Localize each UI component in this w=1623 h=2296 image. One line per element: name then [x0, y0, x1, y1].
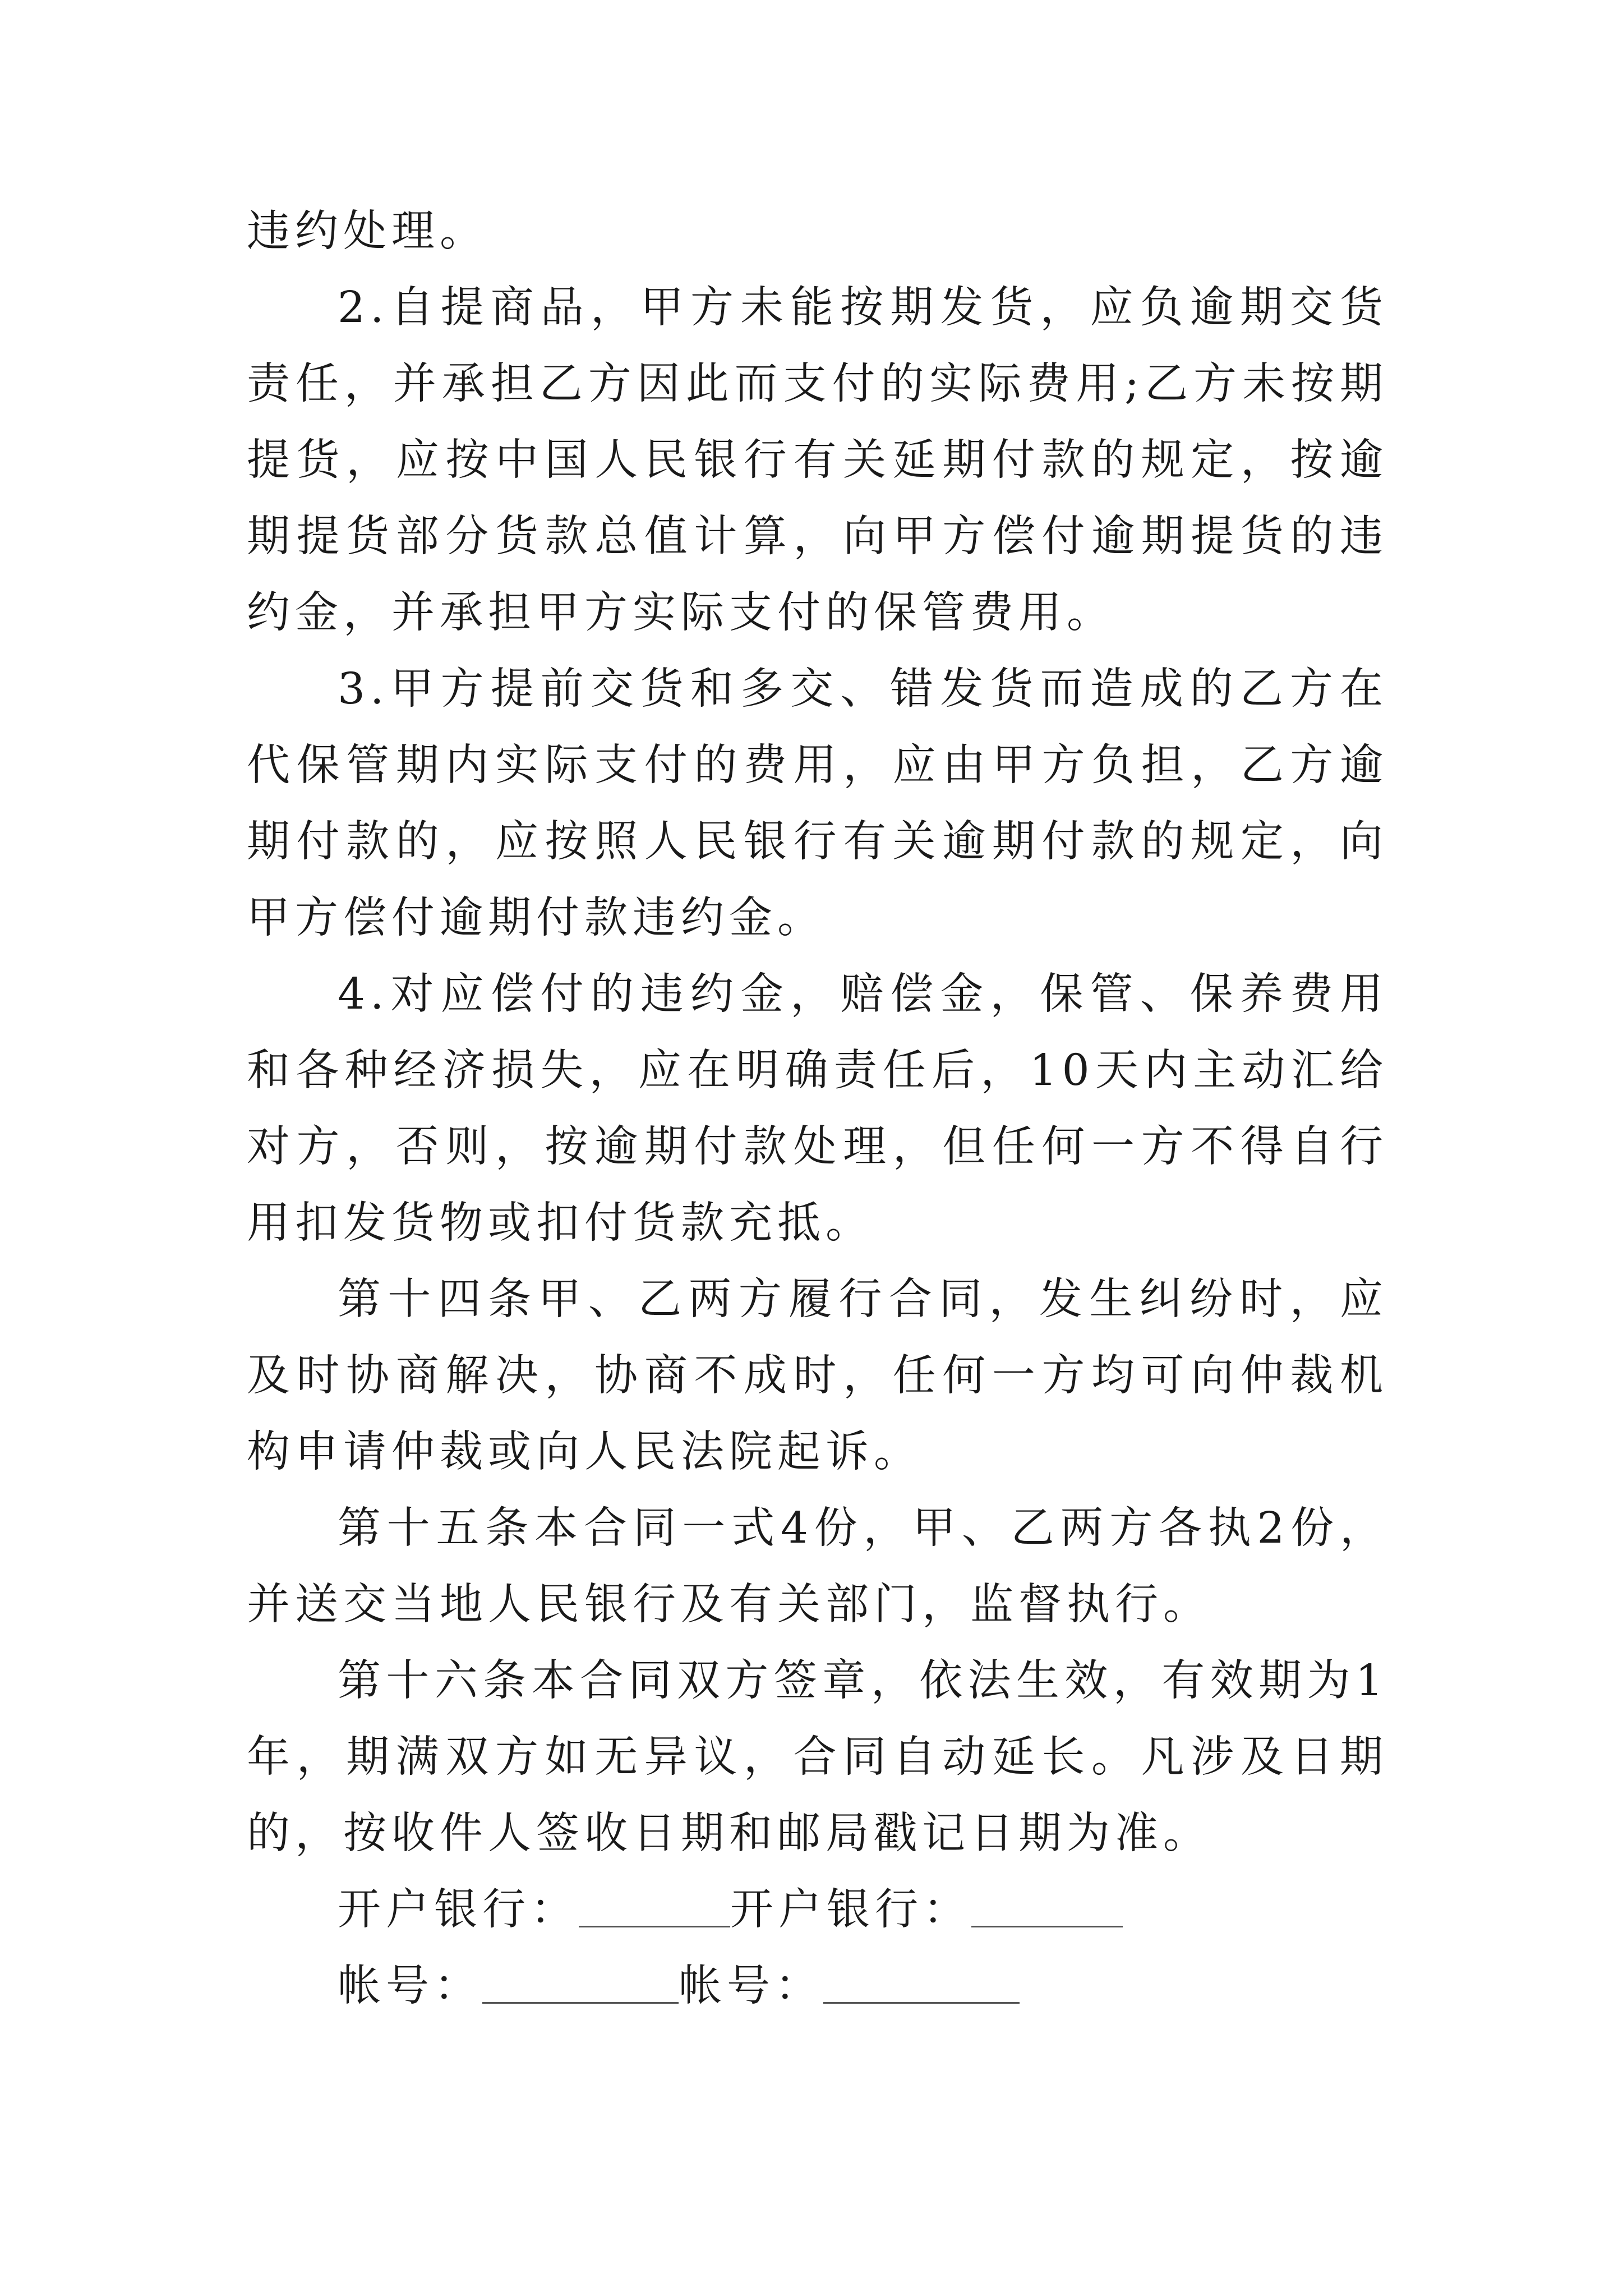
bank-blank-party-a[interactable] — [579, 1872, 730, 1927]
paragraph-continuation: 违约处理。 — [247, 206, 488, 256]
account-blank-party-b[interactable] — [823, 1948, 1020, 2004]
bank-label-party-a: 开户银行： — [338, 1885, 579, 1935]
account-label-party-a: 帐号： — [338, 1961, 482, 2011]
paragraph-article-16: 第十六条本合同双方签章，依法生效，有效期为1年，期满双方如无异议，合同自动延长。凡涉及日期的，按收件人签收日期和邮局戳记日期为准。 — [247, 1656, 1388, 1858]
account-label-party-b: 帐号： — [679, 1961, 823, 2011]
paragraph-article-15: 第十五条本合同一式4份，甲、乙两方各执2份，并送交当地人民银行及有关部门，监督执行。 — [247, 1503, 1388, 1630]
paragraph-article-14: 第十四条甲、乙两方履行合同，发生纠纷时，应及时协商解决，协商不成时，任何一方均可向仲裁机构申请仲裁或向人民法院起诉。 — [247, 1274, 1388, 1477]
account-blank-party-a[interactable] — [482, 1948, 679, 2004]
account-signature-line — [247, 1948, 1388, 2024]
bank-blank-party-b[interactable] — [971, 1872, 1123, 1927]
paragraph-clause-2: 2.自提商品，甲方未能按期发货，应负逾期交货责任，并承担乙方因此而支付的实际费用;乙方未按期提货，应按中国人民银行有关延期付款的规定，按逾期提货部分货款总值计算，向甲方偿付逾期提货的违约金，并承担甲方实际支付的保管费用。 — [247, 283, 1388, 638]
paragraph-clause-3: 3.甲方提前交货和多交、错发货而造成的乙方在代保管期内实际支付的费用，应由甲方负担，乙方逾期付款的，应按照人民银行有关逾期付款的规定，向甲方偿付逾期付款违约金。 — [247, 664, 1388, 943]
bank-label-party-b: 开户银行： — [730, 1885, 971, 1935]
bank-signature-line — [247, 1872, 1388, 1948]
paragraph-clause-4: 4.对应偿付的违约金，赔偿金，保管、保养费用和各种经济损失，应在明确责任后，10天内主动汇给对方，否则，按逾期付款处理，但任何一方不得自行用扣发货物或扣付货款充抵。 — [247, 969, 1388, 1248]
contract-body — [247, 194, 1388, 2024]
